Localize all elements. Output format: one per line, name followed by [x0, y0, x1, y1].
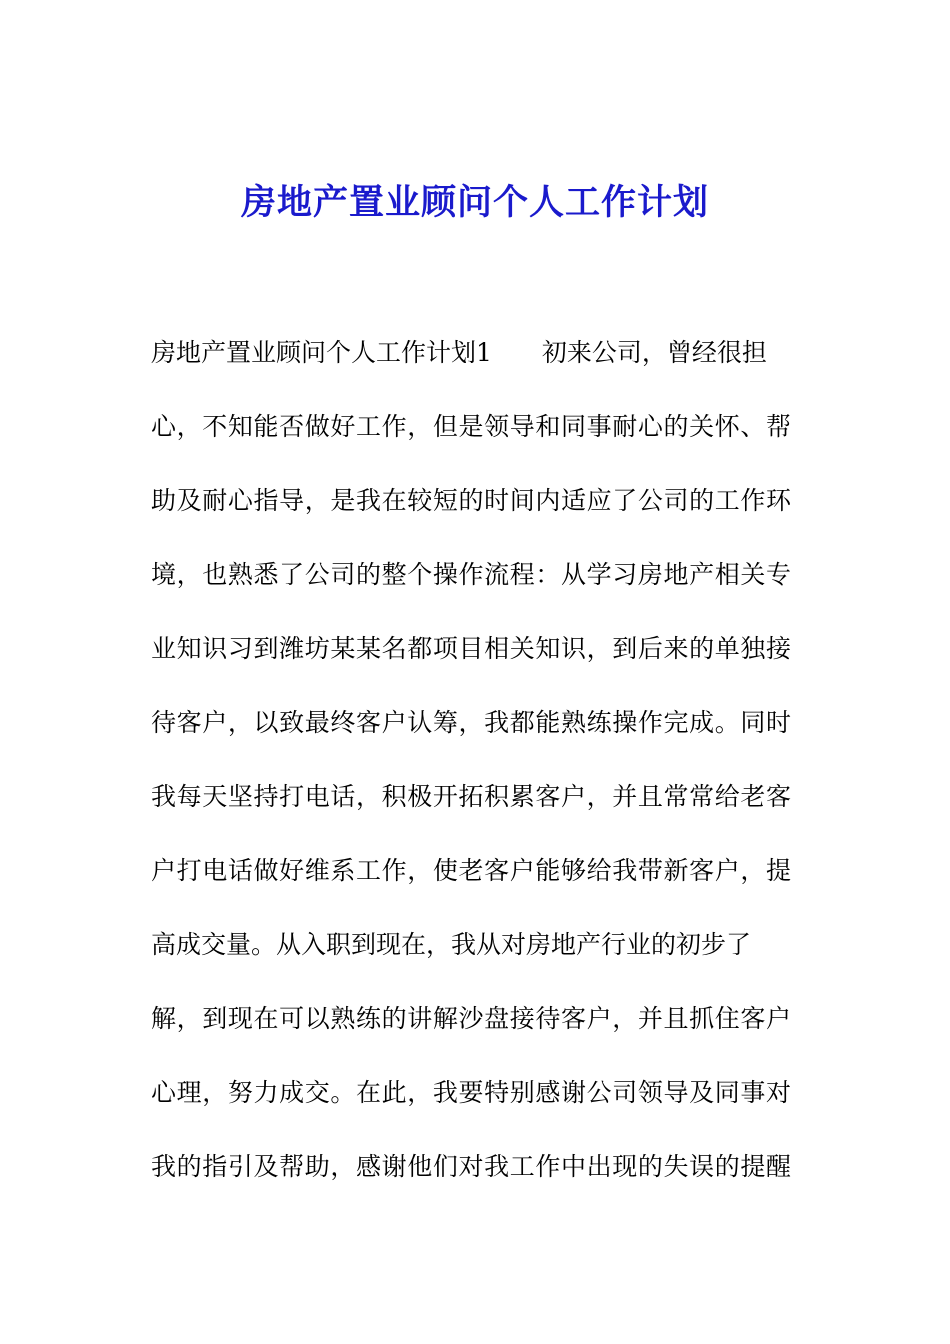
- paragraph-line: 待客户，以致最终客户认筹，我都能熟练操作完成。同时: [151, 708, 791, 737]
- paragraph-line: [151, 330, 791, 404]
- paragraph-line: 解，到现在可以熟练的讲解沙盘接待客户，并且抓住客户: [151, 1004, 791, 1033]
- paragraph-text: 初来公司，曾经很担: [541, 338, 767, 367]
- paragraph-line: 心，不知能否做好工作，但是领导和同事耐心的关怀、帮: [151, 412, 791, 441]
- paragraph-line: 高成交量。从入职到现在，我从对房地产行业的初步了: [151, 930, 752, 959]
- paragraph-line: 心理，努力成交。在此，我要特别感谢公司领导及同事对: [151, 1078, 791, 1107]
- paragraph-line: 业知识习到潍坊某某名都项目相关知识，到后来的单独接: [151, 634, 791, 663]
- document-body: [151, 330, 791, 1218]
- paragraph-line: 我的指引及帮助，感谢他们对我工作中出现的失误的提醒: [151, 1152, 791, 1181]
- paragraph-line: 助及耐心指导，是我在较短的时间内适应了公司的工作环: [151, 486, 791, 515]
- document-title: 房地产置业顾问个人工作计划: [240, 182, 709, 223]
- paragraph-line: 我每天坚持打电话，积极开拓积累客户，并且常常给老客: [151, 782, 791, 811]
- section-heading: 房地产置业顾问个人工作计划1: [151, 338, 492, 367]
- paragraph-line: 户打电话做好维系工作，使老客户能够给我带新客户，提: [151, 856, 791, 885]
- paragraph-line: 境，也熟悉了公司的整个操作流程：从学习房地产相关专: [151, 560, 791, 589]
